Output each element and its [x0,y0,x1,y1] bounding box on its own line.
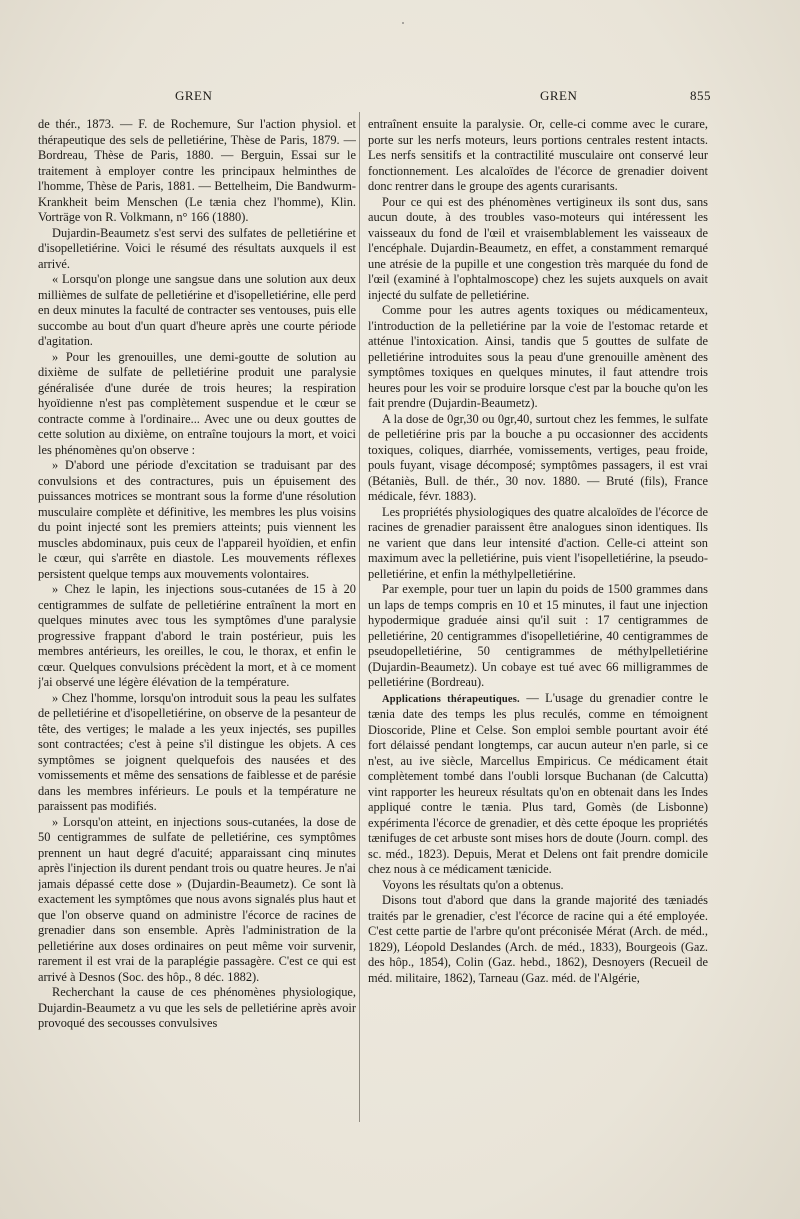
section-heading: Applications thérapeutiques. [382,693,520,705]
paragraph: de thér., 1873. — F. de Rochemure, Sur l'action physiol. et thérapeutique des sels de pelletiérine, Thèse de Paris, 1879. — Bordreau, Thèse de Paris, 1880. — Berguin, Essai sur le traitement à employer contre les principaux helminthes de l'homme, Thèse de Paris, 1881. — Bettelheim, Die Bandwurm-Krankheit beim Menschen (Le tænia chez l'homme), Klin. Vorträge von R. Volkmann, n° 166 (1880). [38,117,356,224]
paragraph: Comme pour les autres agents toxiques ou médicamenteux, l'introduction de la pelletiérine par la voie de l'estomac retarde et atténue l'intoxication. Ainsi, tandis que 5 gouttes de sulfate de pelletiérine introduites sous la peau d'une grenouille amènent des symptômes toxiques en quelques minutes, il faut attendre trois heures pour les voir se produire lorsque c'est par la bouche qu'on les fait prendre (Dujardin-Beaumetz). [368,303,708,410]
paragraph: Disons tout d'abord que dans la grande majorité des tæniadés traités par le grenadier, c'est l'écorce de racine qui a été employée. C'est cette partie de l'arbre qu'ont préconisée Mérat (Arch. de méd., 1829), Léopold Deslandes (Arch. de méd., 1833), Bourgeois (Gaz. des hôp., 1854), Colin (Gaz. hebd., 1862), Desnoyers (Recueil de méd. militaire, 1862), Tarneau (Gaz. méd. de l'Algérie, [368,893,708,985]
section-text: — L'usage du grenadier contre le tænia date des temps les plus reculés, comme en témoignent Dioscoride, Pline et Celse. Son emploi semble pourtant avoir été fort délaissé pendant longtemps, car aucun auteur n'en parle, si ce n'est, au ive siècle, Marcellus Empiricus. Ce médicament était complètement tombé dans l'oubli lorsque Buchanan (de Calcutta) vint rapporter les heureux résultats qu'on en obtenait dans les Indes appliqué contre le tænia. Plus tard, Gomès (de Lisbonne) expérimenta l'écorce de grenadier, et dès cette époque les propriétés tænifuges de cet arbuste sont mises hors de doute (Journ. compl. des sc. méd., 1823). Depuis, Merat et Delens ont fait prendre domicile chez nous à ce médicament tænicide. [368,690,708,876]
paragraph: Voyons les résultats qu'on a obtenus. [382,877,564,892]
paragraph: Les propriétés physiologiques des quatre alcaloïdes de l'écorce de racines de grenadier paraissent être analogues sinon identiques. Ils ne varient que dans leur intensité d'action. Celle-ci atteint son maximum avec la pelletiérine, puis vient l'isopelletiérine, la pseudo-pelletiérine, et enfin la méthylpelletiérine. [368,504,708,581]
column-divider [359,112,360,1122]
page-number: 855 [690,88,711,103]
paper-speck [402,22,404,24]
paragraph: A la dose de 0gr,30 ou 0gr,40, surtout chez les femmes, le sulfate de pelletiérine pris par la bouche a pu occasionner des accidents toxiques, coliques, diarrhée, vomissements, vertiges, peau froide, pouls fuyant, visage décomposé; symptômes passagers, il est vrai (Bétaniès, Bull. de thér., 30 nov. 1880. — Bruté (fils), France médicale, févr. 1883). [368,411,708,503]
section-paragraph [368,691,708,878]
paragraph: Dujardin-Beaumetz s'est servi des sulfates de pelletiérine et d'isopelletiérine. Voici le résumé des résultats auxquels il est arrivé. [38,225,356,271]
paragraph: » Pour les grenouilles, une demi-goutte de solution au dixième de sulfate de pelletiérine produit une paralysie généralisée d'une durée de trois heures; la respiration hyoïdienne n'est pas complètement suspendue et le cœur se contracte comme à l'ordinaire... Avec une ou deux gouttes de cette solution au dixième, on entraîne toujours la mort, et voici les phénomènes qu'on observe : [38,349,356,457]
paragraph: Pour ce qui est des phénomènes vertigineux ils sont dus, sans aucun doute, à des troubles vaso-moteurs qui intéressent les vaisseaux du fond de l'œil et vraisemblablement les vaisseaux de l'encéphale. Dujardin-Beaumetz, en effet, a constamment remarqué une atrésie de la pupille et une congestion très marquée du fond de l'œil (examiné à l'ophtalmoscope) chez les sujets auxquels on avait injecté du sulfate de pelletiérine. [368,194,708,302]
left-column [38,117,356,1127]
running-head-right: GREN [540,88,578,103]
paragraph: » Lorsqu'on atteint, en injections sous-cutanées, la dose de 50 centigrammes de sulfate de pelletiérine, ces symptômes prennent un haut degré d'acuité; apparaissant cinq minutes après l'injection ils durent pendant trois ou quatre heures. Je n'ai jamais dépassé cette dose » (Dujardin-Beaumetz). Ce sont là exactement les symptômes que nous avons signalés plus haut et que l'on observe quand on administre l'écorce de racines de grenadier dans son ensemble. Après l'administration de la pelletiérine aux doses ordinaires on peut même voir survenir, rarement il est vrai de la paraplégie passagère. C'est ce qui est arrivé à Desnos (Soc. des hôp., 8 déc. 1882). [38,814,356,984]
paragraph: » Chez le lapin, les injections sous-cutanées de 15 à 20 centigrammes de sulfate de pelletiérine entraînent la mort en quelques minutes avec tous les symptômes d'une paralysie progressive frappant d'abord le train postérieur, puis les membres antérieurs, les oreilles, le cou, le thorax, et enfin le cœur. Quelques convulsions précèdent la mort, et à ce moment j'ai observé une légère élévation de la température. [38,582,356,689]
paragraph: « Lorsqu'on plonge une sangsue dans une solution aux deux millièmes de sulfate de pelletiérine et d'isopelletiérine, elle perd en deux minutes la faculté de contracter ses ventouses, puis elle succombe au bout d'un quart d'heure après une courte période d'agitation. [38,272,356,348]
paragraph: Recherchant la cause de ces phénomènes physiologique, Dujardin-Beaumetz a vu que les sels de pelletiérine après avoir provoqué des secousses convulsives [38,985,356,1030]
running-head-left: GREN [175,88,213,103]
paragraph: Par exemple, pour tuer un lapin du poids de 1500 grammes dans un laps de temps compris en 10 et 15 minutes, il faut une injection hypodermique graduée ainsi qu'il suit : 17 centigrammes de pelletiérine, 20 centigrammes d'isopelletiérine, 40 centigrammes de pseudopelletiérine, 50 centigrammes de méthylpelletiérine (Dujardin-Beaumetz). Un cobaye est tué avec 66 milligrammes de pelletiérine (Bordreau). [368,582,708,689]
paragraph: » D'abord une période d'excitation se traduisant par des convulsions et des contractures, puis un épuisement des puissances motrices se montrant sous la forme d'une résolution musculaire complète et définitive, les membres les plus voisins du point injecté sont les premiers atteints; puis viennent les muscles abdominaux, puis ceux de l'appareil hyoïdien, et enfin le cœur, qui s'arrête en diastole. Les mouvements réflexes persistent quelque temps aux mouvements volontaires. [38,458,356,581]
paragraph: entraînent ensuite la paralysie. Or, celle-ci comme avec le curare, porte sur les nerfs moteurs, leurs portions centrales restent intacts. Les nerfs sensitifs et la contractilité musculaire ont conservé leur fonctionnement. Les alcaloïdes de l'écorce de grenadier doivent donc rentrer dans le groupe des agents curarisants. [368,117,708,193]
paragraph: » Chez l'homme, lorsqu'on introduit sous la peau les sulfates de pelletiérine et d'isopelletiérine, on observe de la pesanteur de tête, des vertiges; le malade a les yeux injectés, ses pupilles sont contractées; c'est à peine s'il distingue les objets. A ces symptômes se joignent quelquefois des nausées et des vomissements et même des sensations de faiblesse et de parésie dans les membres inférieurs. Le pouls et la température ne paraissent pas modifiés. [38,690,356,813]
right-column [368,117,708,1127]
